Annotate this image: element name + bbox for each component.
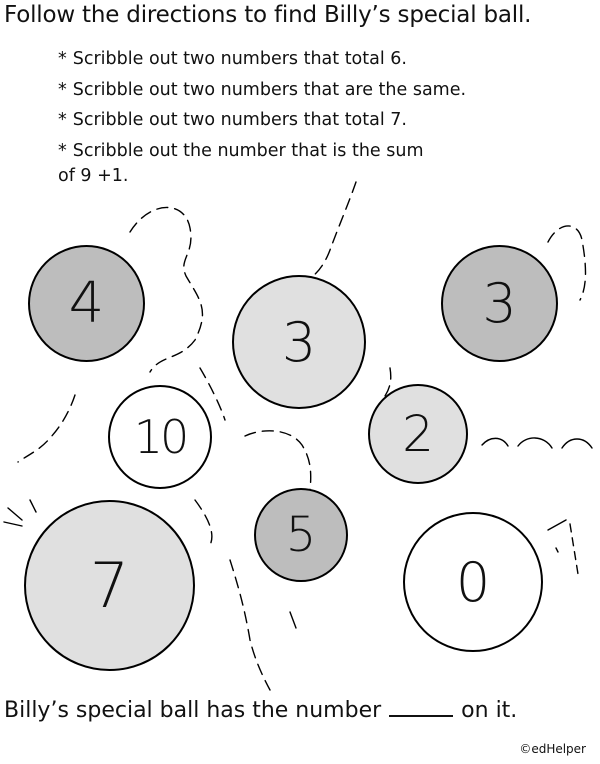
- number-ball[interactable]: [108, 385, 212, 489]
- answer-line: [4, 698, 517, 723]
- ball-number: 3: [482, 272, 517, 335]
- answer-blank[interactable]: [389, 714, 453, 717]
- number-ball[interactable]: [254, 488, 348, 582]
- bounce-trail-line: [245, 431, 311, 490]
- answer-suffix: on it.: [461, 698, 518, 723]
- ball-number: 4: [68, 271, 105, 336]
- direction-text: Scribble out the number that is the sum: [72, 140, 424, 161]
- ball-number: 5: [285, 507, 317, 563]
- asterisk-icon: *: [58, 110, 67, 130]
- number-ball[interactable]: [232, 275, 366, 409]
- asterisk-icon: *: [58, 49, 67, 69]
- motion-line: [30, 500, 36, 512]
- direction-text: Scribble out two numbers that total 7.: [72, 110, 407, 130]
- number-ball[interactable]: [403, 512, 543, 652]
- bounce-trail-line: [18, 395, 75, 462]
- ball-number: 3: [281, 310, 317, 374]
- number-ball[interactable]: [441, 245, 558, 362]
- number-ball[interactable]: [24, 500, 195, 671]
- worksheet-title: Follow the directions to find Billy’s special ball.: [4, 2, 532, 28]
- ball-number: 10: [133, 410, 187, 464]
- ball-number: 2: [402, 405, 434, 463]
- copyright-notice: ©edHelper: [519, 742, 586, 756]
- asterisk-icon: *: [58, 140, 67, 161]
- motion-line: [8, 508, 22, 520]
- direction-text: Scribble out two numbers that total 6.: [72, 49, 407, 69]
- number-ball[interactable]: [368, 384, 468, 484]
- asterisk-icon: *: [58, 79, 67, 100]
- motion-line: [556, 548, 558, 552]
- answer-prefix: Billy’s special ball has the number: [4, 698, 382, 723]
- number-ball[interactable]: [28, 245, 145, 362]
- bounce-trail-line: [195, 500, 212, 545]
- motion-line: [4, 522, 22, 526]
- direction-continuation: of 9 +1.: [58, 166, 129, 186]
- direction-text: Scribble out two numbers that are the same.: [72, 79, 467, 100]
- bounce-trail-line: [230, 560, 270, 690]
- ball-number: 7: [89, 549, 130, 622]
- motion-line: [570, 524, 578, 574]
- bounce-arc: [562, 439, 592, 448]
- ball-number: 0: [455, 550, 491, 614]
- bounce-trail-line: [305, 182, 356, 282]
- motion-line: [548, 520, 566, 530]
- bounce-arc: [518, 438, 552, 448]
- bounce-arc: [482, 438, 508, 446]
- motion-line: [290, 612, 296, 628]
